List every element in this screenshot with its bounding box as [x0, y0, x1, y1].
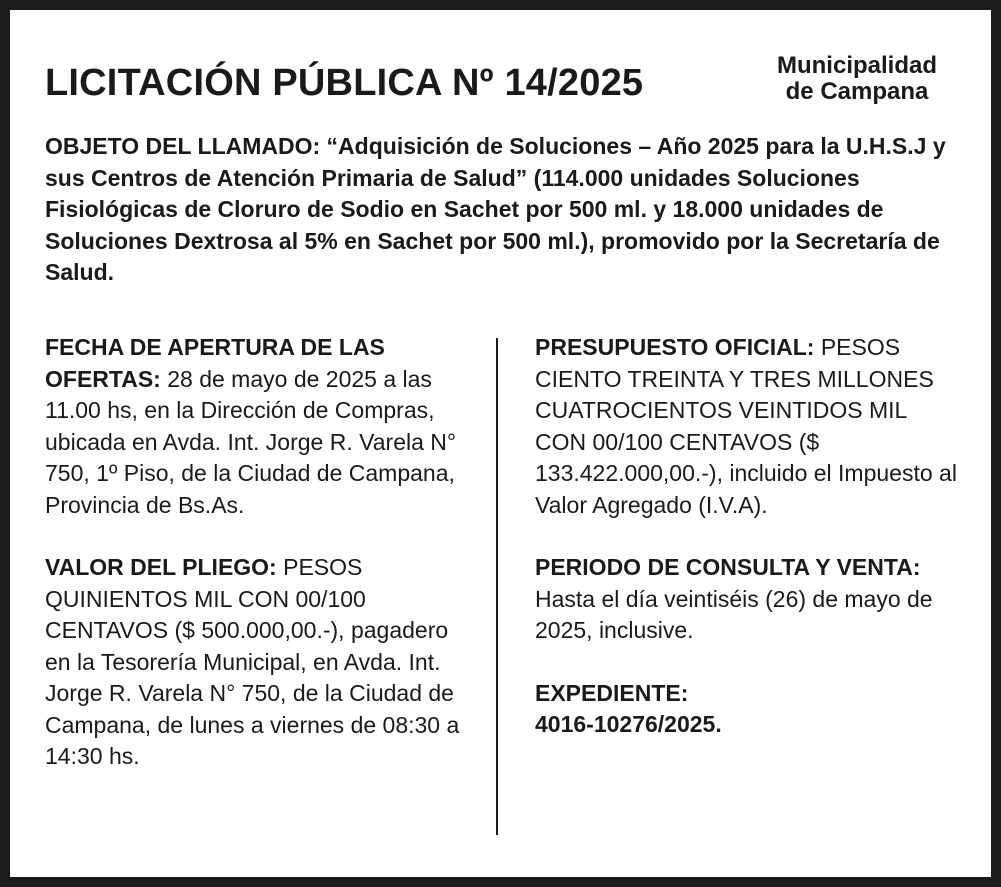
- left-column: [45, 332, 465, 804]
- expediente-paragraph: [535, 678, 960, 741]
- logo-line-1: Municipalidad: [776, 52, 937, 79]
- municipality-logo: [762, 53, 952, 105]
- presupuesto-text: PESOS CIENTO TREINTA Y TRES MILLONES CUATROCIENTOS VEINTIDOS MIL CON 00/100 CENTAVOS ($ 133.422.000,00.-), incluido el Impuesto al Valor Agregado (I.V.A).: [535, 334, 957, 518]
- notice-title: LICITACIÓN PÚBLICA Nº 14/2025: [45, 62, 644, 104]
- periodo-text: Hasta el día veintiséis (26) de mayo de 2025, inclusive.: [535, 585, 933, 643]
- expediente-label: EXPEDIENTE:: [535, 679, 689, 706]
- fecha-apertura-label: FECHA DE APERTURA DE LAS OFERTAS:: [45, 334, 385, 392]
- expediente-number: 4016-10276/2025.: [535, 711, 722, 737]
- right-column: [535, 332, 960, 772]
- presupuesto-label: PRESUPUESTO OFICIAL:: [535, 334, 815, 360]
- logo-line-2: de Campana: [785, 78, 929, 105]
- valor-pliego-paragraph: [45, 552, 465, 773]
- fecha-apertura-text: 28 de mayo de 2025 a las 11.00 hs, en la Dirección de Compras, ubicada en Avda. Int. Jorge R. Varela N° 750, 1º Piso, de la Ciudad de Campana, Provincia de Bs.As.: [45, 365, 457, 518]
- objeto-label: OBJETO DEL LLAMADO:: [45, 133, 321, 159]
- presupuesto-paragraph: [535, 332, 960, 521]
- valor-pliego-text: PESOS QUINIENTOS MIL CON 00/100 CENTAVOS ($ 500.000,00.-), pagadero en la Tesorería Municipal, en Avda. Int. Jorge R. Varela N° 750, de la Ciudad de Campana, de lunes a viernes de 08:30 a 14:30 hs.: [45, 554, 460, 769]
- periodo-paragraph: [535, 552, 960, 647]
- valor-pliego-label: VALOR DEL PLIEGO:: [45, 554, 277, 580]
- fecha-apertura-paragraph: [45, 332, 465, 521]
- objeto-text: “Adquisición de Soluciones – Año 2025 para la U.H.S.J y sus Centros de Atención Primaria de Salud” (114.000 unidades Soluciones Fisiológicas de Cloruro de Sodio en Sachet por 500 ml. y 18.000 unidades de Soluciones Dextrosa al 5% en Sachet por 500 ml.), promovido por la Secretaría de Salud.: [45, 133, 946, 285]
- periodo-label: PERIODO DE CONSULTA Y VENTA:: [535, 554, 921, 580]
- objeto-paragraph: [45, 131, 955, 289]
- column-divider: [496, 338, 498, 835]
